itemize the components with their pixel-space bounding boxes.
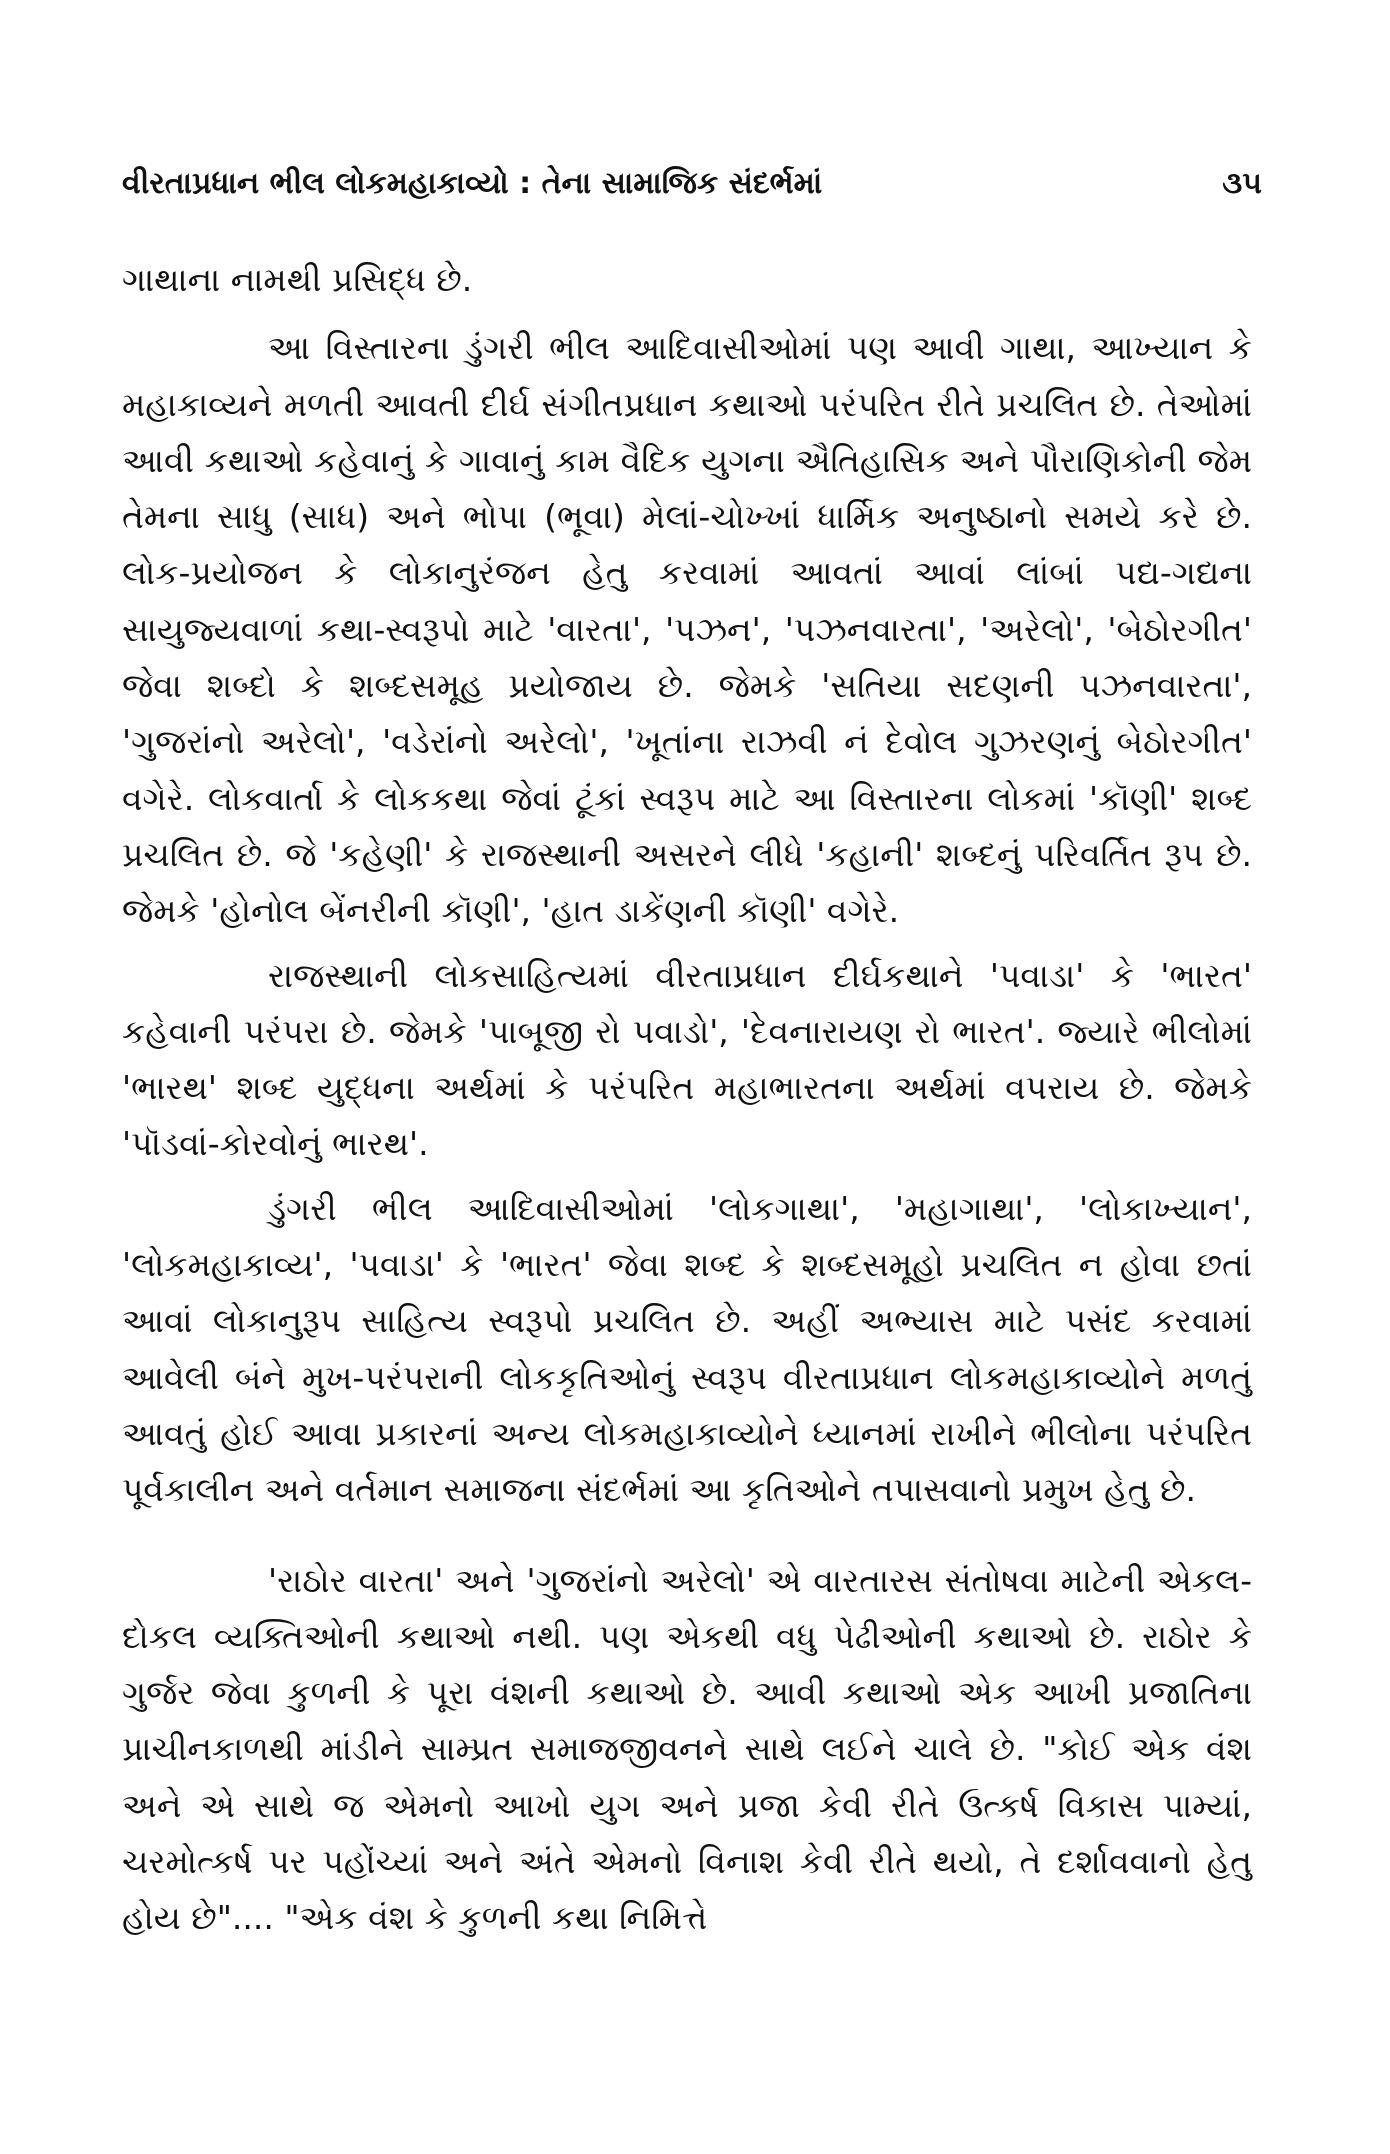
running-header: [122, 166, 1262, 201]
running-title: વીરતાપ્રધાન ભીલ લોકમહાકાવ્યો : તેના સામાજિક સંદર્ભમાં: [122, 166, 823, 201]
paragraph: રાજસ્થાની લોકસાહિત્યમાં વીરતાપ્રધાન દીર્ઘકથાને 'પવાડા' કે 'ભારત' કહેવાની પરંપરા છે. જેમકે 'પાબૂજી રો પવાડો', 'દેવનારાયણ રો ભારત'. જ્યારે ભીલોમાં 'ભારથ' શબ્દ યુદ્ધના અર્થમાં કે પરંપરિત મહાભારતના અર્થમાં વપરાય છે. જેમકે 'પૉડવાં-કોરવોનું ભારથ'.: [122, 955, 1252, 1164]
paragraph: આ વિસ્તારના ડુંગરી ભીલ આદિવાસીઓમાં પણ આવી ગાથા, આખ્યાન કે મહાકાવ્યને મળતી આવતી દીર્ઘ સંગીતપ્રધાન કથાઓ પરંપરિત રીતે પ્રચલિત છે. તેઓમાં આવી કથાઓ કહેવાનું કે ગાવાનું કામ વૈદિક યુગના ઐતિહાસિક અને પૌરાણિકોની જેમ તેમના સાધુ (સાધ) અને ભોપા (ભૂવા) મેલાં-ચોખ્ખાં ધાર્મિક અનુષ્ઠાનો સમયે કરે છે. લોક-પ્રયોજન કે લોકાનુરંજન હેતુ કરવામાં આવતાં આવાં લાંબાં પદ્ય-ગદ્યના સાયુજ્યવાળાં કથા-સ્વરૂપો માટે 'વારતા', 'પઝન', 'પઝનવારતા', 'અરેલો', 'બેઠોરગીત' જેવા શબ્દો કે શબ્દસમૂહ પ્રયોજાય છે. જેમકે 'સતિયા સદણની પઝનવારતા', 'ગુજરાંનો અરેલો', 'વડેરાંનો અરેલો', 'ખૂતાંના રાઝવી નં દેવોલ ગુઝરણનું બેઠોરગીત' વગેરે. લોકવાર્તા કે લોકકથા જેવાં ટૂંકાં સ્વરૂપ માટે આ વિસ્તારના લોકમાં 'કૉણી' શબ્દ પ્રચલિત છે. જે 'કહેણી' કે રાજસ્થાની અસરને લીધે 'કહાની' શબ્દનું પરિવર્તિત રૂપ છે. જેમકે 'હોનોલ બેંનરીની કૉણી', 'હાત ડાકેંણની કૉણી' વગેરે.: [122, 328, 1252, 931]
page-number: ૩૫: [1222, 166, 1262, 201]
paragraph: 'રાઠોર વારતા' અને 'ગુજરાંનો અરેલો' એ વારતારસ સંતોષવા માટેની એકલ-દોકલ વ્યક્તિઓની કથાઓ નથી. પણ એકથી વધુ પેઢીઓની કથાઓ છે. રાઠોર કે ગુર્જર જેવા કુળની કે પૂરા વંશની કથાઓ છે. આવી કથાઓ એક આખી પ્રજાતિના પ્રાચીનકાળથી માંડીને સામ્પ્રત સમાજજીવનને સાથે લઈને ચાલે છે. "કોઈ એક વંશ અને એ સાથે જ એમનો આખો યુગ અને પ્રજા કેવી રીતે ઉત્કર્ષ વિકાસ પામ્યાં, ચરમોત્કર્ષ પર પહોંચ્યાં અને અંતે એમનો વિનાશ કેવી રીતે થયો, તે દર્શાવવાનો હેતુ હોય છે".... "એક વંશ કે કુળની કથા નિમિત્તે: [122, 1560, 1252, 1938]
paragraph: ડુંગરી ભીલ આદિવાસીઓમાં 'લોકગાથા', 'મહાગાથા', 'લોકાખ્યાન', 'લોકમહાકાવ્ય', 'પવાડા' કે 'ભારત' જેવા શબ્દ કે શબ્દસમૂહો પ્રચલિત ન હોવા છતાં આવાં લોકાનુરૂપ સાહિત્ય સ્વરૂપો પ્રચલિત છે. અહીં અભ્યાસ માટે પસંદ કરવામાં આવેલી બંને મુખ-પરંપરાની લોકકૃતિઓનું સ્વરૂપ વીરતાપ્રધાન લોકમહાકાવ્યોને મળતું આવતું હોઈ આવા પ્રકારનાં અન્ય લોકમહાકાવ્યોને ધ્યાનમાં રાખીને ભીલોના પરંપરિત પૂર્વકાલીન અને વર્તમાન સમાજના સંદર્ભમાં આ કૃતિઓને તપાસવાનો પ્રમુખ હેતુ છે.: [122, 1188, 1252, 1510]
body-text: [122, 252, 1252, 1947]
paragraph-continuation: ગાથાના નામથી પ્રસિદ્ધ છે.: [122, 260, 473, 299]
